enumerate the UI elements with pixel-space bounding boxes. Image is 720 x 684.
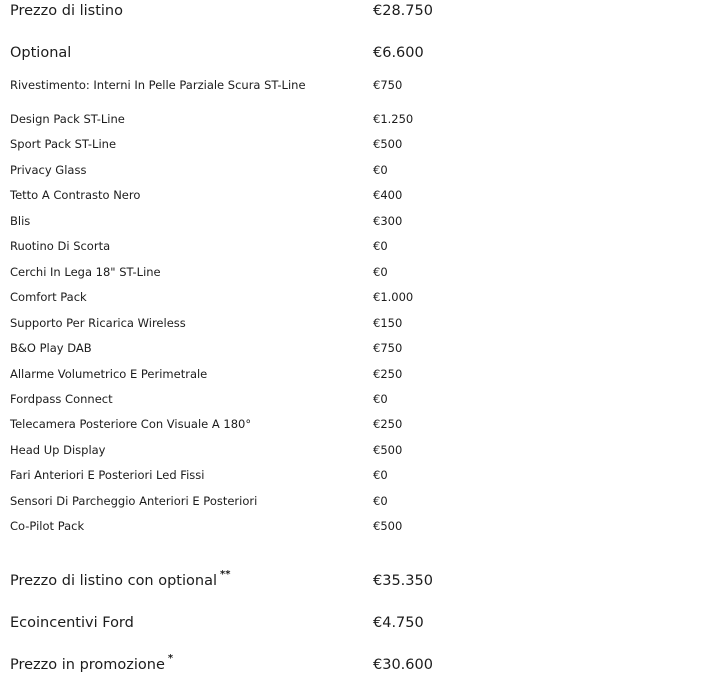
option-label: Sensori Di Parcheggio Anteriori E Posteriori: [10, 494, 258, 508]
option-price: €150: [373, 316, 403, 330]
option-label: Cerchi In Lega 18" ST-Line: [10, 265, 161, 279]
promo-price-value: €30.600: [373, 657, 433, 673]
option-price: €250: [373, 417, 403, 431]
footnote-marker: *: [167, 653, 174, 664]
option-label: Fari Anteriori E Posteriori Led Fissi: [10, 468, 205, 482]
promo-price-text: Prezzo in promozione: [10, 657, 165, 673]
list-price-value: €28.750: [373, 3, 433, 19]
option-price: €250: [373, 367, 403, 381]
option-label: Telecamera Posteriore Con Visuale A 180°: [10, 417, 252, 431]
promo-price-label: [10, 653, 174, 673]
option-label: Allarme Volumetrico E Perimetrale: [10, 367, 208, 381]
option-label: Ruotino Di Scorta: [10, 239, 111, 253]
optional-value: €6.600: [373, 45, 424, 61]
option-price: €1.000: [373, 290, 414, 304]
option-price: €0: [373, 163, 388, 177]
list-price-with-optional-value: €35.350: [373, 573, 433, 589]
optional-label: Optional: [10, 45, 72, 61]
option-label: Supporto Per Ricarica Wireless: [10, 316, 186, 330]
option-price: €0: [373, 265, 388, 279]
option-label: Privacy Glass: [10, 163, 87, 177]
option-price: €300: [373, 214, 403, 228]
option-price: €0: [373, 468, 388, 482]
ecoincentivi-value: €4.750: [373, 615, 424, 631]
list-price-label: Prezzo di listino: [10, 3, 123, 19]
option-label: Fordpass Connect: [10, 392, 113, 406]
option-price: €0: [373, 392, 388, 406]
option-price: €500: [373, 519, 403, 533]
list-price-with-optional-text: Prezzo di listino con optional: [10, 573, 218, 589]
option-label: Sport Pack ST-Line: [10, 137, 117, 151]
list-price-with-optional-label: [10, 569, 231, 589]
option-label: Design Pack ST-Line: [10, 112, 125, 126]
option-label: Co-Pilot Pack: [10, 519, 85, 533]
option-price: €750: [373, 341, 403, 355]
option-label: Rivestimento: Interni In Pelle Parziale Scura ST-Line: [10, 78, 306, 92]
option-price: €500: [373, 443, 403, 457]
option-price: €400: [373, 188, 403, 202]
option-label: Tetto A Contrasto Nero: [10, 188, 141, 202]
option-label: Comfort Pack: [10, 290, 87, 304]
option-price: €0: [373, 494, 388, 508]
footnote-marker: **: [220, 569, 231, 580]
ecoincentivi-label: Ecoincentivi Ford: [10, 615, 134, 631]
option-label: B&O Play DAB: [10, 341, 92, 355]
option-price: €1.250: [373, 112, 414, 126]
option-price: €750: [373, 78, 403, 92]
option-price: €0: [373, 239, 388, 253]
option-label: Head Up Display: [10, 443, 106, 457]
option-price: €500: [373, 137, 403, 151]
option-label: Blis: [10, 214, 31, 228]
